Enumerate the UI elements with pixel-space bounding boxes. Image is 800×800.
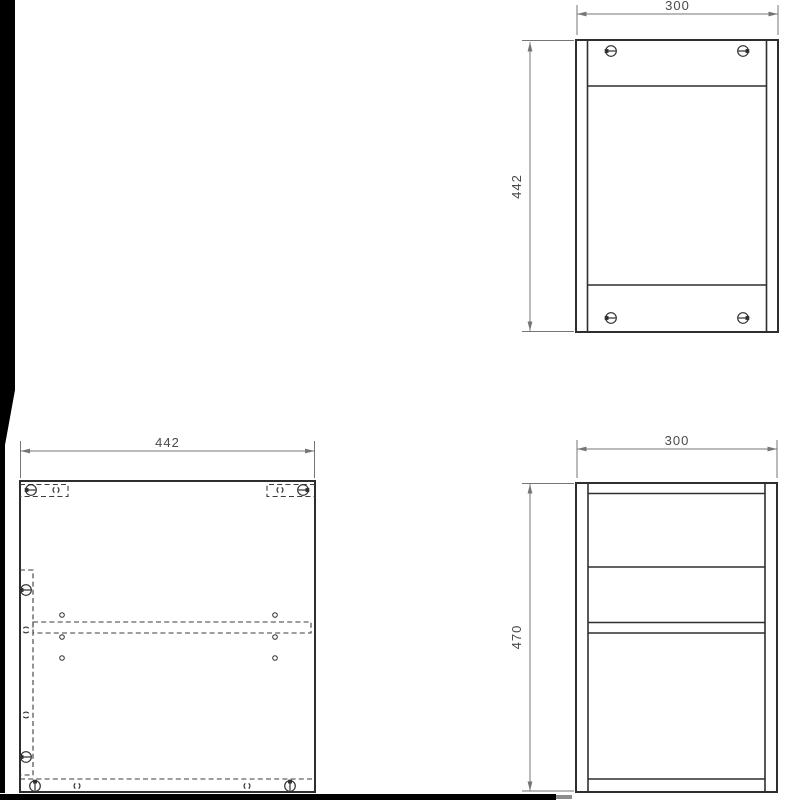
bottom-page-edge-shadow: [0, 794, 556, 800]
dowel-hole-icon: [53, 487, 59, 492]
dimension-label: 300: [664, 433, 690, 448]
dimension-label: 442: [509, 174, 524, 199]
front-view-height-dimension: [509, 484, 574, 792]
dowel-hole-icon: [244, 783, 250, 788]
cam-lock-icon: [25, 485, 37, 496]
pilot-hole-icon: [273, 613, 278, 618]
front-view-width-dimension: [577, 433, 777, 478]
front-view: [509, 433, 777, 792]
top-view-width-dimension: [577, 0, 778, 35]
cam-lock-icon: [738, 313, 750, 324]
top-view-outline: [576, 40, 778, 332]
pilot-hole-icon: [60, 635, 65, 640]
side-panel-view: [20, 435, 315, 792]
cam-lock-icon: [20, 752, 32, 763]
pilot-hole-icon: [273, 656, 278, 661]
dowel-hole-icon: [23, 712, 28, 718]
cam-lock-icon: [605, 313, 617, 324]
hidden-shelf-footprint: [33, 622, 311, 633]
cam-lock-icon: [605, 46, 617, 57]
dimension-label: 470: [509, 624, 524, 650]
cam-lock-icon: [20, 585, 32, 596]
pilot-hole-icon: [60, 613, 65, 618]
bottom-page-edge-shadow-fade: [556, 795, 572, 799]
pilot-hole-icon: [273, 635, 278, 640]
cam-lock-icon: [285, 780, 296, 792]
front-view-outline: [576, 483, 777, 792]
cam-lock-icon: [30, 780, 41, 792]
left-page-edge-shadow: [0, 0, 15, 793]
top-view: [509, 0, 778, 332]
pilot-hole-icon: [60, 656, 65, 661]
dowel-hole-icon: [277, 487, 283, 492]
dimension-label: 300: [665, 0, 690, 13]
hidden-front-stile-footprint: [20, 570, 33, 775]
side-panel-width-dimension: [21, 435, 315, 478]
cam-lock-icon: [298, 485, 310, 496]
cam-lock-icon: [738, 46, 750, 57]
dowel-hole-icon: [74, 783, 80, 788]
dowel-hole-icon: [23, 627, 28, 633]
dimension-label: 442: [155, 435, 180, 450]
top-view-height-dimension: [509, 41, 574, 332]
